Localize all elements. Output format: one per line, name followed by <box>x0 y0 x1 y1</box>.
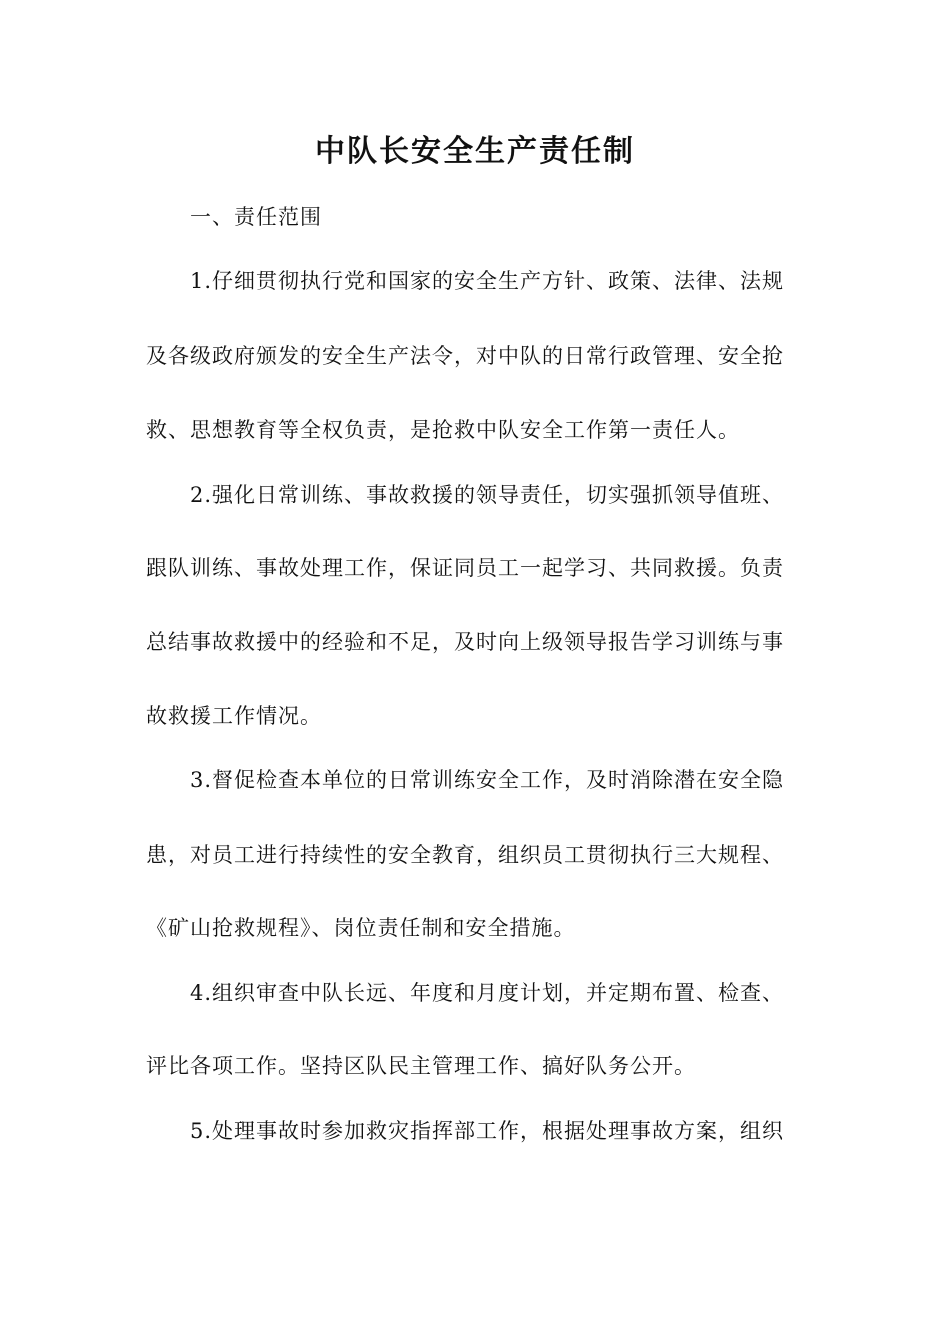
paragraph-line: 2.强化日常训练、事故救援的领导责任，切实强抓领导值班、 <box>190 483 785 507</box>
paragraph-line: 4.组织审查中队长远、年度和月度计划，并定期布置、检查、 <box>190 981 785 1005</box>
paragraph-line: 1.仔细贯彻执行党和国家的安全生产方针、政策、法律、法规 <box>190 269 785 293</box>
paragraph-line: 评比各项工作。坚持区队民主管理工作、搞好队务公开。 <box>146 1054 696 1078</box>
paragraph-line: 《矿山抢救规程》、岗位责任制和安全措施。 <box>146 916 576 940</box>
paragraph-line: 故救援工作情况。 <box>146 704 322 728</box>
paragraph-line: 患，对员工进行持续性的安全教育，组织员工贯彻执行三大规程、 <box>146 843 784 867</box>
paragraph-line: 5.处理事故时参加救灾指挥部工作，根据处理事故方案，组织 <box>190 1119 785 1143</box>
paragraph-line: 救、思想教育等全权负责，是抢救中队安全工作第一责任人。 <box>146 418 740 442</box>
paragraph-line: 及各级政府颁发的安全生产法令，对中队的日常行政管理、安全抢 <box>146 344 784 368</box>
section-heading: 一、责任范围 <box>190 205 322 229</box>
paragraph-line: 3.督促检查本单位的日常训练安全工作，及时消除潜在安全隐 <box>190 768 785 792</box>
paragraph-line: 跟队训练、事故处理工作，保证同员工一起学习、共同救援。负责 <box>146 556 784 580</box>
document-title: 中队长安全生产责任制 <box>315 134 635 169</box>
paragraph-line: 总结事故救援中的经验和不足，及时向上级领导报告学习训练与事 <box>146 630 784 654</box>
